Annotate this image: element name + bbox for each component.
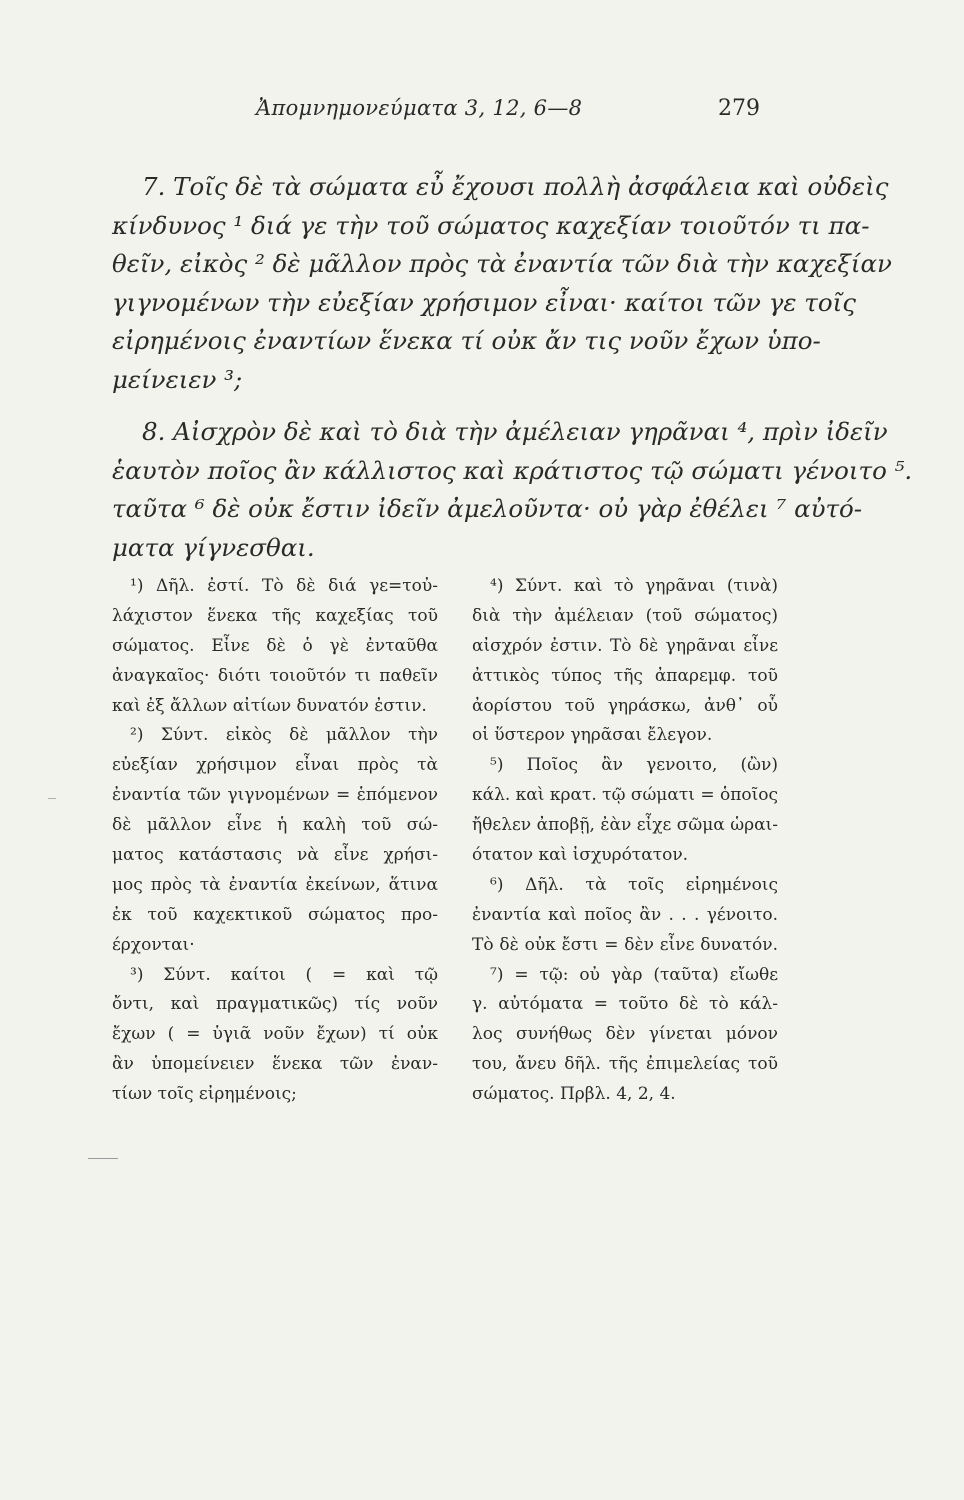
footnote-line: διὰ τὴν ἀμέλειαν (τοῦ σώματος) bbox=[472, 605, 778, 626]
footnote-line: Τὸ δὲ οὐκ ἔστι = δὲν εἶνε δυνατόν. bbox=[472, 934, 778, 955]
footnote-line: ἐναντία καὶ ποῖος ἂν . . . γένοιτο. bbox=[472, 904, 778, 925]
main-text-line: μείνειεν ³; bbox=[112, 364, 243, 394]
main-text-line: 7. Τοῖς δὲ τὰ σώματα εὖ ἔχουσι πολλὴ ἀσφάλεια καὶ οὐδεὶς bbox=[142, 172, 889, 201]
footnote-line: ματος κατάστασις νὰ εἶνε χρήσι- bbox=[112, 845, 438, 866]
main-text-line: ματα γίγνεσθαι. bbox=[112, 532, 315, 562]
footnote-line: οἱ ὕστερον γηρᾶσαι ἔλεγον. bbox=[472, 725, 713, 746]
footnote-line: ἤθελεν ἀποβῇ, ἐὰν εἶχε σῶμα ὡραι- bbox=[472, 815, 778, 836]
footnote-line: καὶ ἐξ ἄλλων αἰτίων δυνατόν ἐστιν. bbox=[112, 695, 427, 716]
footnote-line: ⁶) Δῆλ. τὰ τοῖς εἰρημένοις bbox=[490, 874, 778, 895]
footnote-line: ἐναντία τῶν γιγνομένων = ἑπόμενον bbox=[112, 785, 438, 806]
footnote-line: κάλ. καὶ κρατ. τῷ σώματι = ὁποῖος bbox=[472, 785, 778, 806]
footnote-line: λος συνήθως δὲν γίνεται μόνον bbox=[472, 1024, 778, 1045]
footnote-line: ἐκ τοῦ καχεκτικοῦ σώματος προ- bbox=[112, 904, 438, 925]
footnote-line: ²) Σύντ. εἰκὸς δὲ μᾶλλον τὴν bbox=[130, 725, 438, 746]
footnote-line: εὐεξίαν χρήσιμον εἶναι πρὸς τὰ bbox=[112, 755, 438, 776]
footnote-line: σώματος. Εἶνε δὲ ὁ γὲ ἐνταῦθα bbox=[112, 635, 438, 656]
footnotes-left-column bbox=[112, 572, 438, 1110]
main-text-line: κίνδυνος ¹ διά γε τὴν τοῦ σώματος καχεξίαν τοιοῦτόν τι πα- bbox=[112, 210, 870, 240]
main-text-line: ἑαυτὸν ποῖος ἂν κάλλιστος καὶ κράτιστος τῷ σώματι γένοιτο ⁵. bbox=[112, 455, 913, 485]
footnote-line: ἂν ὑπομείνειεν ἕνεκα τῶν ἐναν- bbox=[112, 1054, 438, 1075]
main-text-line: εἰρημένοις ἐναντίων ἕνεκα τί οὐκ ἄν τις νοῦν ἔχων ὑπο- bbox=[112, 326, 821, 355]
footnotes bbox=[112, 572, 782, 1392]
main-text bbox=[112, 168, 913, 567]
footnote-line: ἔχων ( = ὑγιᾶ νοῦν ἔχων) τί οὐκ bbox=[112, 1024, 438, 1045]
footnote-line: ἀναγκαῖος· διότι τοιοῦτόν τι παθεῖν bbox=[112, 665, 438, 686]
running-title: Ἀπομνημονεύματα 3, 12, 6—8 bbox=[256, 96, 583, 120]
footnote-line: ἀορίστου τοῦ γηράσκω, ἀνθ᾽ οὗ bbox=[472, 695, 778, 716]
footnote-line: λάχιστον ἕνεκα τῆς καχεξίας τοῦ bbox=[112, 605, 438, 626]
main-text-line: ταῦτα ⁶ δὲ οὐκ ἔστιν ἰδεῖν ἀμελοῦντα· οὐ γὰρ ἐθέλει ⁷ αὐτό- bbox=[112, 494, 863, 523]
main-text-line: γιγνομένων τὴν εὐεξίαν χρήσιμον εἶναι· καίτοι τῶν γε τοῖς bbox=[112, 287, 856, 317]
footnote-line: ὄντι, καὶ πραγματικῶς) τίς νοῦν bbox=[112, 994, 438, 1015]
stray-mark bbox=[48, 798, 56, 799]
footnote-line: ³) Σύντ. καίτοι ( = καὶ τῷ bbox=[130, 964, 438, 985]
footnote-line: έρχονται· bbox=[112, 934, 195, 955]
footnote-line: τίων τοῖς εἰρημένοις; bbox=[112, 1084, 297, 1105]
footnote-line: γ. αὐτόματα = τοῦτο δὲ τὸ κάλ- bbox=[472, 994, 778, 1015]
footnote-line: ⁵) Ποῖος ἂν γενοιτο, (ὢν) bbox=[490, 755, 778, 776]
footnote-line: μος πρὸς τὰ ἐναντία ἐκείνων, ἅτινα bbox=[112, 874, 438, 895]
footnote-line: ⁴) Σύντ. καὶ τὸ γηρᾶναι (τινὰ) bbox=[490, 576, 778, 596]
footnote-line: ¹) Δῆλ. ἐστί. Τὸ δὲ διά γε=τοὐ- bbox=[130, 576, 438, 596]
footnote-line: ότατον καὶ ἰσχυρότατον. bbox=[472, 845, 689, 866]
page-number: 279 bbox=[718, 96, 760, 121]
footnote-line: σώματος. Πρβλ. 4, 2, 4. bbox=[472, 1084, 676, 1105]
footnote-line: του, ἄνευ δῆλ. τῆς ἐπιμελείας τοῦ bbox=[472, 1054, 778, 1075]
footnote-line: αἰσχρόν ἐστιν. Τὸ δὲ γηρᾶναι εἶνε bbox=[472, 635, 778, 656]
footnote-line: ⁷) = τῷ: οὐ γὰρ (ταῦτα) εἴωθε bbox=[490, 964, 778, 985]
footnote-line: δὲ μᾶλλον εἶνε ἡ καλὴ τοῦ σώ- bbox=[112, 815, 438, 836]
main-text-line: θεῖν, εἰκὸς ² δὲ μᾶλλον πρὸς τὰ ἐναντία τῶν διὰ τὴν καχεξίαν bbox=[112, 249, 892, 278]
footnotes-right-column bbox=[472, 572, 778, 1110]
footnote-line: ἀττικὸς τύπος τῆς ἀπαρεμφ. τοῦ bbox=[472, 665, 778, 686]
stray-mark bbox=[88, 1158, 118, 1159]
main-text-line: 8. Αἰσχρὸν δὲ καὶ τὸ διὰ τὴν ἀμέλειαν γηρᾶναι ⁴, πρὶν ἰδεῖν bbox=[142, 417, 888, 446]
page-header bbox=[200, 96, 760, 126]
